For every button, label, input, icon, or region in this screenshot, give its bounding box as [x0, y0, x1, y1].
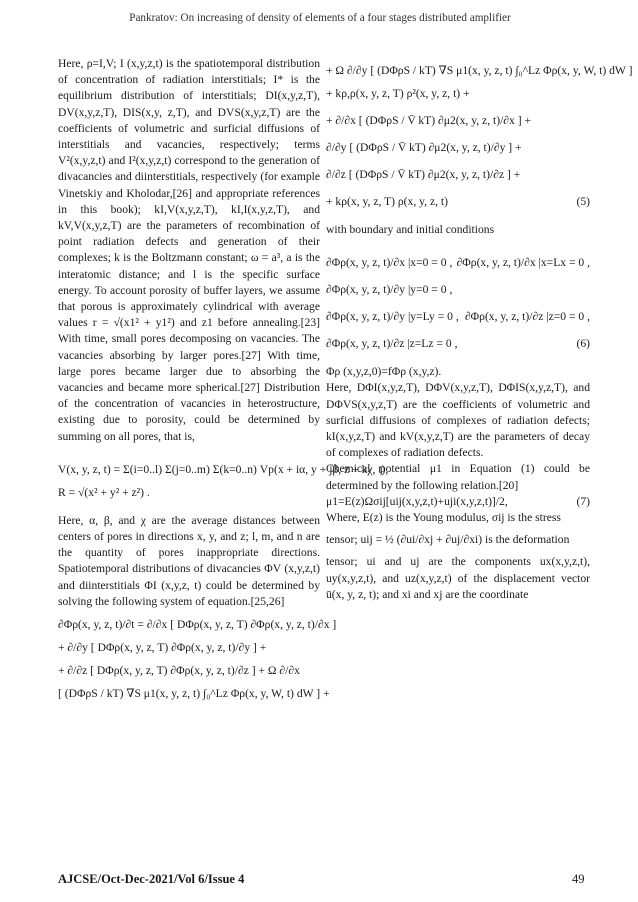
- paragraph-complex-diffusion: Here, DΦI(x,y,z,T), DΦV(x,y,z,T), DΦIS(x,y,z,T), and DΦVS(x,y,z,T) are the coefficients of volumetric and surficial diffusions of complexes of radiation defects; kI(x,y,z,T) and kV(x,y,z,T) are the parameters of decay of complexes of radiation defects.: [326, 381, 590, 460]
- equation-line: + ∂/∂x [ (DΦρS / V̄ kT) ∂μ2(x, y, z, t)/∂x ] +: [326, 114, 532, 127]
- equation-line: R = √(x² + y² + z²) .: [58, 485, 150, 499]
- equation-row: [326, 254, 590, 271]
- boundary-condition: ∂Φρ(x, y, z, t)/∂z |z=Lz = 0 ,: [326, 337, 458, 351]
- equation-line: μ1=E(z)Ωσij[uij(x,y,z,t)+uji(x,y,z,t)]/2,: [326, 494, 508, 508]
- equation-line: + Ω ∂/∂y [ (DΦρS / kT) ∇S μ1(x, y, z, t) ∫₀^Lz Φρ(x, y, W, t) dW ]: [326, 64, 633, 77]
- equation-line: ∂Φρ(x, y, z, t)/∂t = ∂/∂x [ DΦρ(x, y, z, T) ∂Φρ(x, y, z, t)/∂x ]: [58, 618, 337, 632]
- running-title: Pankratov: On increasing of density of elements of a four stages distributed amplifier: [129, 12, 511, 24]
- equation-row-numbered: [326, 335, 590, 352]
- equation-line: ∂/∂y [ (DΦρS / V̄ kT) ∂μ2(x, y, z, t)/∂y ] +: [326, 141, 522, 154]
- equation-system-continued: [326, 62, 633, 210]
- boundary-condition: ∂Φρ(x, y, z, t)/∂x |x=Lx = 0 ,: [456, 256, 590, 270]
- paragraph-displacement: tensor; ui and uj are the components ux(x,y,z,t), uy(x,y,z,t), and uz(x,y,z,t) of the displacement vector ū(x, y, z, t); and xi and xj are the coordinate: [326, 555, 590, 601]
- equation-number: (5): [576, 195, 590, 208]
- boundary-condition: ∂Φρ(x, y, z, t)/∂y |y=0 = 0 ,: [326, 283, 453, 297]
- right-column: [326, 56, 633, 603]
- equation-line: + kρ,ρ(x, y, z, T) ρ²(x, y, z, t) +: [326, 87, 470, 100]
- paragraph-definitions: Here, ρ=I,V; I (x,y,z,t) is the spatiotemporal distribution of concentration of radiation interstitials; I* is the equilibrium distribution of interstitials; DI(x,y,z,T), DV(x,y,z,T), DIS(x,y, z,T), and DVS(x,y,z,T) are the coefficients of volumetric and surficial diffusions of interstitials and vacancies, respectively; terms V²(x,y,z,t) and I²(x,y,z,t) correspond to the generation of divacancies and diinterstitials, respectively (for example Vinetskiy and Kholodar,[26] and appropriate references in this book); kI,V(x,y,z,T), kI,I(x,y,z,T), and kV,V(x,y,z,T) are the parameters of recombination of point radiation defects and generation of their complexes; k is the Boltzmann constant; ω = a³, a is the interatomic distance; and l is the specific surface energy. To account porosity of buffer layers, we assume that porous is approximately cylindrical with average values r = √(x1² + y1²) and z1 before annealing.[23] With time, small pores decomposing on vacancies. The vacancies absorbing by larger pores.[27] With time, large pores became larger due to absorbing the vacancies and became more spherical.[27] Distribution of the concentration of vacancies in heterostructure, existing due to porosity, could be determined by summing on all pores, that is,: [58, 57, 320, 443]
- equation-row: [326, 308, 590, 325]
- journal-footer: AJCSE/Oct-Dec-2021/Vol 6/Issue 4: [58, 872, 245, 886]
- paragraph-boundary-intro: with boundary and initial conditions: [326, 223, 495, 236]
- paragraph-pore-distances: Here, α, β, and χ are the average distances between centers of pores in directions x, y, and z; l, m, and n are the quantity of pores inappropriate directions. Spatiotemporal distributions of divacancies ΦV (x,y,z,t) and diinterstitials ΦI (x,y,z, t) could be determined by solving the following system of equation.[25,26]: [58, 513, 320, 608]
- equation-line: + ∂/∂z [ DΦρ(x, y, z, T) ∂Φρ(x, y, z, t)/∂z ] + Ω ∂/∂x: [58, 664, 300, 678]
- equation-line: + ∂/∂y [ DΦρ(x, y, z, T) ∂Φρ(x, y, z, t)/∂y ] +: [58, 641, 267, 655]
- paragraph-chemical-potential: Chemical potential μ1 in Equation (1) could be determined by the following relation.[20]: [326, 462, 590, 492]
- boundary-condition: ∂Φρ(x, y, z, t)/∂x |x=0 = 0 ,: [326, 256, 453, 270]
- boundary-condition: ∂Φρ(x, y, z, t)/∂y |y=Ly = 0 ,: [326, 310, 459, 324]
- page-number: 49: [572, 872, 585, 886]
- equation-number: (7): [576, 494, 590, 508]
- initial-condition: Φρ (x,y,z,0)=fΦρ (x,y,z).: [326, 365, 442, 379]
- equation-line: + kρ(x, y, z, T) ρ(x, y, z, t): [326, 195, 448, 208]
- paragraph-deformation-tensor: tensor; uij = ½ (∂ui/∂xj + ∂uj/∂xi) is the deformation: [326, 533, 570, 547]
- equation-number: (6): [576, 337, 590, 351]
- equation-row-numbered: [326, 193, 590, 210]
- equation-system: [58, 616, 337, 702]
- equation-radius: [58, 484, 320, 501]
- equation-line: ∂/∂z [ (DΦρS / V̄ kT) ∂μ2(x, y, z, t)/∂z ] +: [326, 168, 521, 181]
- equation-line: [ (DΦρS / kT) ∇S μ1(x, y, z, t) ∫₀^Lz Φρ(x, y, W, t) dW ] +: [58, 687, 330, 701]
- equation-vacancy-sum: [58, 461, 389, 478]
- boundary-condition: ∂Φρ(x, y, z, t)/∂z |z=0 = 0 ,: [464, 310, 590, 324]
- equation-line: V(x, y, z, t) = Σ(i=0..l) Σ(j=0..m) Σ(k=0..n) Vp(x + iα, y + jβ, z + kχ, t),: [58, 462, 389, 476]
- boundary-conditions: [326, 244, 590, 352]
- equation-row-numbered: [326, 494, 590, 510]
- paragraph-young-modulus: Where, E(z) is the Young modulus, σij is the stress: [326, 511, 561, 525]
